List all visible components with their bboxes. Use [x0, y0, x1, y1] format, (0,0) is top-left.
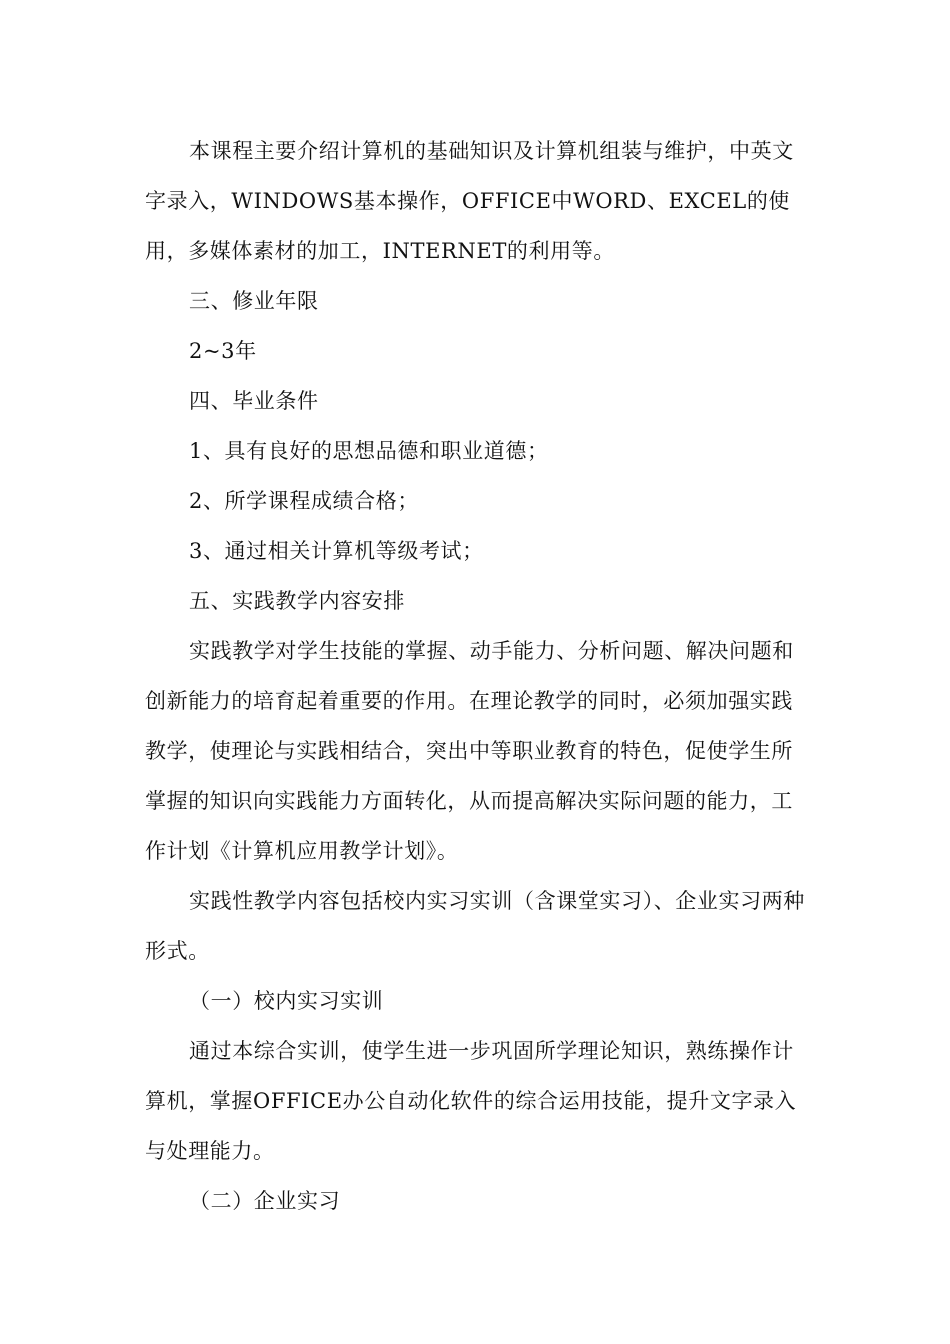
- graduation-condition-2: 2、所学课程成绩合格；: [189, 489, 419, 513]
- subsection-heading-campus-training: （一）校内实习实训: [189, 989, 384, 1013]
- section-heading-practice: 五、实践教学内容安排: [189, 589, 405, 613]
- campus-training-paragraph: 通过本综合实训，使学生进一步巩固所学理论知识，熟练操作计算机，掌握OFFICE办公自动化软件的综合运用技能，提升文字录入与处理能力。: [145, 1039, 797, 1163]
- practice-paragraph: 实践教学对学生技能的掌握、动手能力、分析问题、解决问题和创新能力的培育起着重要的作用。在理论教学的同时，必须加强实践教学，使理论与实践相结合，突出中等职业教育的特色，促使学生所掌握的知识向实践能力方面转化，从而提高解决实际问题的能力，工作计划《计算机应用教学计划》。: [145, 639, 794, 863]
- section-heading-duration: 三、修业年限: [189, 289, 319, 313]
- course-intro-paragraph: 本课程主要介绍计算机的基础知识及计算机组装与维护，中英文字录入，WINDOWS基本操作，OFFICE中WORD、EXCEL的使用，多媒体素材的加工，INTERNET的利用等。: [145, 139, 794, 263]
- duration-value: 2~3年: [189, 339, 257, 363]
- subsection-heading-enterprise-internship: （二）企业实习: [189, 1189, 341, 1213]
- graduation-condition-3: 3、通过相关计算机等级考试；: [189, 539, 484, 563]
- graduation-condition-1: 1、具有良好的思想品德和职业道德；: [189, 439, 549, 463]
- section-heading-graduation: 四、毕业条件: [189, 389, 319, 413]
- practice-forms-paragraph: 实践性教学内容包括校内实习实训（含课堂实习）、企业实习两种形式。: [145, 889, 805, 963]
- document-body: [145, 126, 807, 1226]
